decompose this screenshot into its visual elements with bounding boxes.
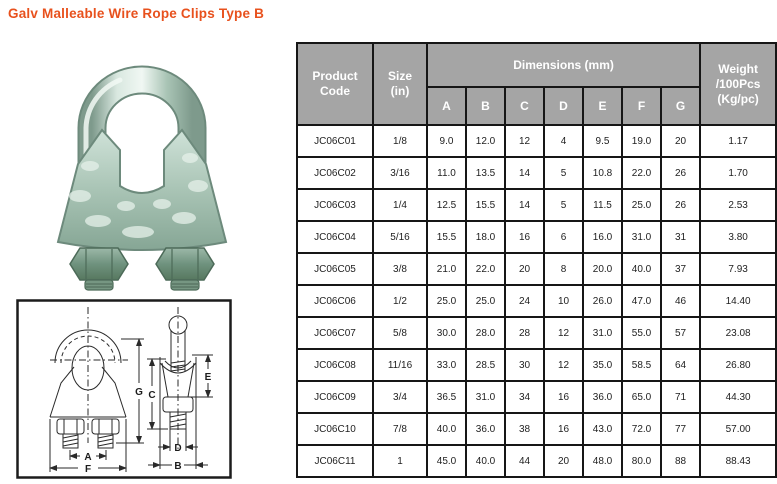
cell-E: 11.5 bbox=[583, 189, 622, 221]
cell-size: 7/8 bbox=[373, 413, 427, 445]
cell-C: 38 bbox=[505, 413, 544, 445]
cell-B: 18.0 bbox=[466, 221, 505, 253]
header-dim-a: A bbox=[427, 87, 466, 125]
diagram-label-b: B bbox=[174, 461, 182, 472]
cell-code: JC06C03 bbox=[297, 189, 373, 221]
header-product-code: Product Code bbox=[297, 43, 373, 125]
header-dim-d: D bbox=[544, 87, 583, 125]
header-dim-b: B bbox=[466, 87, 505, 125]
cell-F: 80.0 bbox=[622, 445, 661, 477]
cell-C: 34 bbox=[505, 381, 544, 413]
table-row bbox=[297, 445, 776, 477]
header-dim-f: F bbox=[622, 87, 661, 125]
cell-weight: 2.53 bbox=[700, 189, 776, 221]
header-weight: Weight /100Pcs (Kg/pc) bbox=[700, 43, 776, 125]
cell-size: 3/16 bbox=[373, 157, 427, 189]
cell-code: JC06C07 bbox=[297, 317, 373, 349]
cell-C: 28 bbox=[505, 317, 544, 349]
cell-E: 20.0 bbox=[583, 253, 622, 285]
cell-weight: 14.40 bbox=[700, 285, 776, 317]
diagram-label-d: D bbox=[174, 443, 182, 454]
cell-C: 20 bbox=[505, 253, 544, 285]
cell-F: 22.0 bbox=[622, 157, 661, 189]
table-row bbox=[297, 317, 776, 349]
cell-D: 12 bbox=[544, 349, 583, 381]
diagram-label-g: G bbox=[135, 387, 143, 398]
cell-F: 25.0 bbox=[622, 189, 661, 221]
cell-G: 57 bbox=[661, 317, 700, 349]
cell-B: 31.0 bbox=[466, 381, 505, 413]
cell-size: 1/2 bbox=[373, 285, 427, 317]
cell-code: JC06C08 bbox=[297, 349, 373, 381]
cell-B: 15.5 bbox=[466, 189, 505, 221]
cell-A: 11.0 bbox=[427, 157, 466, 189]
cell-code: JC06C06 bbox=[297, 285, 373, 317]
cell-C: 44 bbox=[505, 445, 544, 477]
cell-G: 20 bbox=[661, 125, 700, 157]
cell-F: 40.0 bbox=[622, 253, 661, 285]
cell-weight: 57.00 bbox=[700, 413, 776, 445]
cell-code: JC06C04 bbox=[297, 221, 373, 253]
cell-A: 25.0 bbox=[427, 285, 466, 317]
cell-F: 31.0 bbox=[622, 221, 661, 253]
cell-size: 5/8 bbox=[373, 317, 427, 349]
cell-F: 72.0 bbox=[622, 413, 661, 445]
cell-E: 26.0 bbox=[583, 285, 622, 317]
cell-B: 28.0 bbox=[466, 317, 505, 349]
cell-code: JC06C05 bbox=[297, 253, 373, 285]
cell-G: 26 bbox=[661, 157, 700, 189]
cell-D: 8 bbox=[544, 253, 583, 285]
header-dim-c: C bbox=[505, 87, 544, 125]
cell-D: 10 bbox=[544, 285, 583, 317]
cell-A: 9.0 bbox=[427, 125, 466, 157]
cell-C: 24 bbox=[505, 285, 544, 317]
cell-size: 11/16 bbox=[373, 349, 427, 381]
cell-weight: 7.93 bbox=[700, 253, 776, 285]
cell-weight: 1.17 bbox=[700, 125, 776, 157]
cell-A: 21.0 bbox=[427, 253, 466, 285]
table-row bbox=[297, 253, 776, 285]
cell-E: 31.0 bbox=[583, 317, 622, 349]
cell-G: 46 bbox=[661, 285, 700, 317]
wire-rope-clip-photo-image bbox=[28, 36, 256, 292]
dimension-diagram-image bbox=[16, 299, 232, 479]
cell-B: 40.0 bbox=[466, 445, 505, 477]
cell-A: 40.0 bbox=[427, 413, 466, 445]
cell-size: 1/8 bbox=[373, 125, 427, 157]
cell-size: 3/8 bbox=[373, 253, 427, 285]
cell-C: 14 bbox=[505, 157, 544, 189]
spec-table-body bbox=[297, 125, 776, 477]
table-row bbox=[297, 157, 776, 189]
cell-C: 12 bbox=[505, 125, 544, 157]
cell-E: 10.8 bbox=[583, 157, 622, 189]
cell-E: 36.0 bbox=[583, 381, 622, 413]
cell-A: 30.0 bbox=[427, 317, 466, 349]
diagram-label-f: F bbox=[84, 464, 92, 475]
table-row bbox=[297, 221, 776, 253]
header-dimensions: Dimensions (mm) bbox=[427, 43, 700, 87]
cell-code: JC06C02 bbox=[297, 157, 373, 189]
cell-weight: 3.80 bbox=[700, 221, 776, 253]
cell-D: 16 bbox=[544, 413, 583, 445]
cell-B: 28.5 bbox=[466, 349, 505, 381]
cell-code: JC06C10 bbox=[297, 413, 373, 445]
cell-D: 12 bbox=[544, 317, 583, 349]
cell-A: 36.5 bbox=[427, 381, 466, 413]
cell-weight: 26.80 bbox=[700, 349, 776, 381]
cell-G: 37 bbox=[661, 253, 700, 285]
cell-code: JC06C09 bbox=[297, 381, 373, 413]
diagram-label-c: C bbox=[148, 390, 156, 401]
cell-D: 16 bbox=[544, 381, 583, 413]
cell-B: 25.0 bbox=[466, 285, 505, 317]
cell-G: 77 bbox=[661, 413, 700, 445]
cell-F: 47.0 bbox=[622, 285, 661, 317]
table-row bbox=[297, 349, 776, 381]
cell-E: 9.5 bbox=[583, 125, 622, 157]
table-row bbox=[297, 189, 776, 221]
cell-weight: 44.30 bbox=[700, 381, 776, 413]
table-row bbox=[297, 413, 776, 445]
cell-D: 5 bbox=[544, 157, 583, 189]
header-dim-e: E bbox=[583, 87, 622, 125]
cell-F: 65.0 bbox=[622, 381, 661, 413]
cell-E: 16.0 bbox=[583, 221, 622, 253]
cell-B: 36.0 bbox=[466, 413, 505, 445]
table-row bbox=[297, 125, 776, 157]
cell-C: 14 bbox=[505, 189, 544, 221]
cell-D: 20 bbox=[544, 445, 583, 477]
cell-E: 43.0 bbox=[583, 413, 622, 445]
table-row bbox=[297, 285, 776, 317]
cell-size: 1 bbox=[373, 445, 427, 477]
header-size: Size (in) bbox=[373, 43, 427, 125]
cell-F: 58.5 bbox=[622, 349, 661, 381]
cell-F: 55.0 bbox=[622, 317, 661, 349]
cell-code: JC06C01 bbox=[297, 125, 373, 157]
cell-A: 45.0 bbox=[427, 445, 466, 477]
cell-weight: 88.43 bbox=[700, 445, 776, 477]
cell-B: 13.5 bbox=[466, 157, 505, 189]
cell-G: 26 bbox=[661, 189, 700, 221]
cell-size: 3/4 bbox=[373, 381, 427, 413]
cell-weight: 1.70 bbox=[700, 157, 776, 189]
cell-D: 5 bbox=[544, 189, 583, 221]
cell-G: 88 bbox=[661, 445, 700, 477]
cell-E: 48.0 bbox=[583, 445, 622, 477]
spec-table bbox=[296, 42, 777, 478]
product-photo bbox=[28, 36, 256, 292]
cell-A: 33.0 bbox=[427, 349, 466, 381]
header-dim-g: G bbox=[661, 87, 700, 125]
cell-code: JC06C11 bbox=[297, 445, 373, 477]
diagram-label-e: E bbox=[204, 372, 212, 383]
cell-B: 22.0 bbox=[466, 253, 505, 285]
cell-A: 15.5 bbox=[427, 221, 466, 253]
cell-F: 19.0 bbox=[622, 125, 661, 157]
cell-G: 64 bbox=[661, 349, 700, 381]
cell-D: 6 bbox=[544, 221, 583, 253]
cell-size: 5/16 bbox=[373, 221, 427, 253]
cell-B: 12.0 bbox=[466, 125, 505, 157]
cell-C: 16 bbox=[505, 221, 544, 253]
cell-size: 1/4 bbox=[373, 189, 427, 221]
cell-D: 4 bbox=[544, 125, 583, 157]
page-title: Galv Malleable Wire Rope Clips Type B bbox=[8, 6, 265, 21]
cell-weight: 23.08 bbox=[700, 317, 776, 349]
cell-E: 35.0 bbox=[583, 349, 622, 381]
cell-G: 71 bbox=[661, 381, 700, 413]
cell-C: 30 bbox=[505, 349, 544, 381]
cell-G: 31 bbox=[661, 221, 700, 253]
diagram-label-a: A bbox=[84, 452, 92, 463]
table-row bbox=[297, 381, 776, 413]
dimension-diagram bbox=[16, 299, 232, 479]
cell-A: 12.5 bbox=[427, 189, 466, 221]
